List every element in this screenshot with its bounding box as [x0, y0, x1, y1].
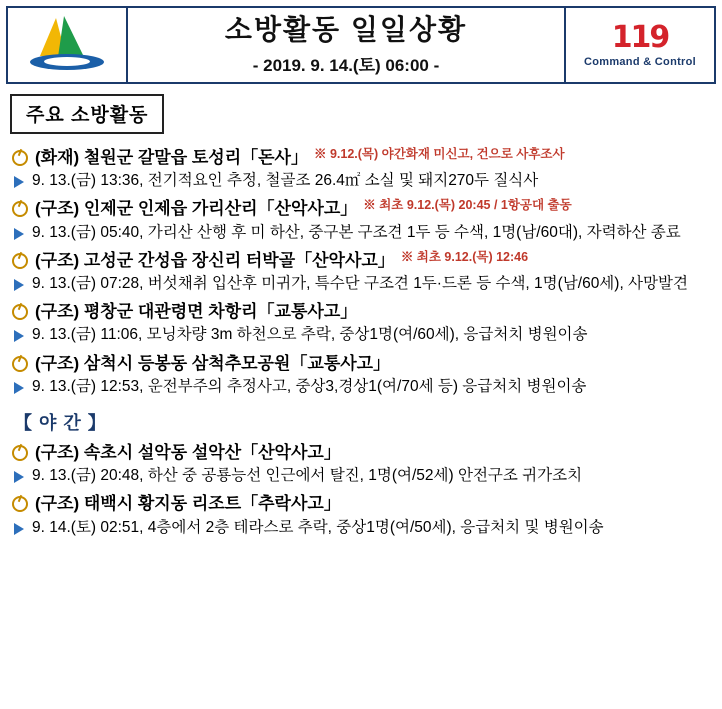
entry-detail-row	[10, 518, 714, 538]
header-center	[128, 8, 566, 82]
entry-title: (구조) 속초시 설악동 설악산「산악사고」	[35, 442, 341, 462]
entry-title: (구조) 태백시 황지동 리조트「추락사고」	[35, 494, 341, 514]
circle-bullet-icon	[12, 253, 28, 269]
circle-bullet-icon	[12, 445, 28, 461]
gangwon-emblem-icon	[24, 16, 110, 74]
entry-detail-text: 9. 14.(토) 02:51, 4층에서 2층 테라스로 추락, 중상1명(여/50세), 응급처치 및 병원이송	[32, 518, 604, 536]
agency-logo	[8, 8, 128, 82]
entry-detail-row	[10, 377, 714, 397]
entry-heading	[10, 353, 714, 374]
entry-heading	[10, 250, 714, 271]
entry-detail-text: 9. 13.(금) 12:53, 운전부주의 추정사고, 중상3,경상1(여/70세 등) 응급처치 병원이송	[32, 377, 587, 395]
circle-bullet-icon	[12, 356, 28, 372]
page-title: 소방활동 일일상황	[224, 14, 468, 46]
command-control-caption: Command & Control	[583, 55, 697, 68]
list-item	[10, 147, 714, 191]
list-item	[10, 198, 714, 242]
entry-heading	[10, 301, 714, 322]
report-date: - 2019. 9. 14.(토) 06:00 -	[252, 55, 440, 75]
entry-detail-text: 9. 13.(금) 11:06, 모닝차량 3m 하천으로 추락, 중상1명(여/60세), 응급처치 병원이송	[32, 326, 588, 344]
list-item	[10, 493, 714, 537]
entry-title: (구조) 평창군 대관령면 차항리「교통사고」	[35, 302, 358, 322]
list-item	[10, 442, 714, 486]
entry-heading	[10, 493, 714, 514]
triangle-bullet-icon	[14, 176, 24, 188]
entry-heading	[10, 198, 714, 219]
entry-detail-text: 9. 13.(금) 20:48, 하산 중 공룡능선 인근에서 탈진, 1명(여/52세) 안전구조 귀가조치	[32, 467, 583, 485]
circle-bullet-icon	[12, 201, 28, 217]
entry-title: (구조) 삼척시 등봉동 삼척추모공원「교통사고」	[35, 353, 391, 373]
entry-note: ※ 9.12.(목) 야간화재 미신고, 건으로 사후조사	[313, 147, 565, 161]
report-body	[0, 147, 722, 538]
entry-heading	[10, 147, 714, 168]
entry-detail-text: 9. 13.(금) 13:36, 전기적요인 추정, 철골조 26.4㎡ 소실 및 돼지270두 질식사	[32, 172, 539, 190]
entry-detail-row	[10, 466, 714, 486]
entry-title: (구조) 인제군 인제읍 가리산리「산악사고」	[35, 199, 358, 219]
night-section-label: 【 야 간 】	[14, 412, 107, 433]
triangle-bullet-icon	[14, 471, 24, 483]
list-item	[10, 250, 714, 294]
entry-detail-row	[10, 325, 714, 345]
triangle-bullet-icon	[14, 382, 24, 394]
entry-title: (구조) 고성군 간성읍 장신리 터박골「산악사고」	[35, 250, 395, 270]
entry-detail-row	[10, 223, 714, 243]
circle-bullet-icon	[12, 496, 28, 512]
triangle-bullet-icon	[14, 279, 24, 291]
triangle-bullet-icon	[14, 330, 24, 342]
triangle-bullet-icon	[14, 523, 24, 535]
circle-bullet-icon	[12, 304, 28, 320]
entry-detail-text: 9. 13.(금) 07:28, 버섯채취 입산후 미귀가, 특수단 구조견 1두·드론 등 수색, 1명(남/60세), 사망발견	[32, 275, 688, 293]
section-title: 주요 소방활동	[10, 94, 164, 134]
report-header	[6, 6, 716, 84]
entry-note: ※ 최초 9.12.(목) 20:45 / 1항공대 출동	[363, 198, 572, 213]
entry-detail-row	[10, 171, 714, 191]
entry-detail-row	[10, 274, 714, 294]
entry-detail-text: 9. 13.(금) 05:40, 가리산 산행 후 미 하산, 중구본 구조견 1두 등 수색, 1명(남/60대), 자력하산 종료	[32, 223, 681, 241]
119-logo-icon: 119	[611, 19, 669, 55]
entry-note: ※ 최초 9.12.(목) 12:46	[400, 249, 529, 264]
daily-status-report-page	[0, 6, 722, 709]
circle-bullet-icon	[12, 150, 28, 166]
triangle-bullet-icon	[14, 228, 24, 240]
entry-title: (화재) 철원군 갈말읍 토성리「돈사」	[35, 148, 308, 167]
list-item	[10, 301, 714, 345]
emergency-badge	[566, 8, 714, 82]
list-item	[10, 353, 714, 397]
entry-heading	[10, 442, 714, 463]
